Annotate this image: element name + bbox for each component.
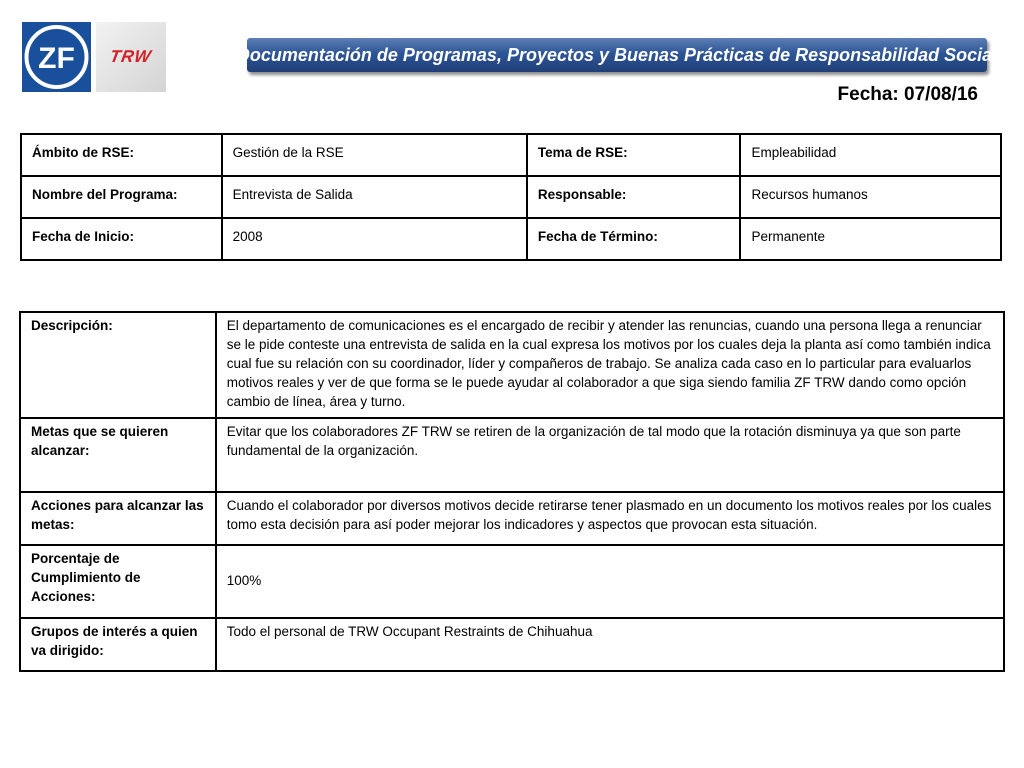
program-details-table — [19, 311, 1005, 672]
trw-logo-text: TRW — [108, 47, 154, 66]
zf-logo-graphic — [22, 22, 91, 92]
descripcion-value: El departamento de comunicaciones es el encargado de recibir y atender las renuncias, cuando una persona llega a renunciar se le pide conteste una entrevista de salida en la cual expresa los motivos por los cuales deja la planta así como también indica cual fue su relación con su coordinador, líder y compañeros de trabajo. Se analiza cada caso en lo particular para evaluarlos motivos reales y ver de que forma se le puede ayudar al colaborador a que siga siendo familia ZF TRW dando como opción cambio de línea, área y turno. — [216, 312, 1004, 418]
metas-value: Evitar que los colaboradores ZF TRW se retiren de la organización de tal modo que la rotación disminuya ya que son parte fundamental de la organización. — [216, 418, 1004, 492]
zf-logo-text: ZF — [38, 42, 75, 75]
ambito-value: Gestión de la RSE — [222, 134, 527, 176]
table-row — [21, 176, 1001, 218]
table-row — [20, 618, 1004, 671]
tema-label: Tema de RSE: — [527, 134, 741, 176]
grupos-value: Todo el personal de TRW Occupant Restraints de Chihuahua — [216, 618, 1004, 671]
table-row — [20, 492, 1004, 545]
ambito-label: Ámbito de RSE: — [21, 134, 222, 176]
table-row — [20, 545, 1004, 618]
program-info-table — [20, 133, 1002, 261]
acciones-value: Cuando el colaborador por diversos motivos decide retirarse tener plasmado en un documento los motivos reales por los cuales tomo esta decisión para así poder mejorar los indicadores y aspectos que provocan esta situación. — [216, 492, 1004, 545]
document-date: Fecha: 07/08/16 — [837, 84, 978, 105]
porcentaje-label: Porcentaje de Cumplimiento de Acciones: — [20, 545, 216, 618]
programa-value: Entrevista de Salida — [222, 176, 527, 218]
inicio-value: 2008 — [222, 218, 527, 260]
inicio-label: Fecha de Inicio: — [21, 218, 222, 260]
tema-value: Empleabilidad — [740, 134, 1001, 176]
metas-label: Metas que se quieren alcanzar: — [20, 418, 216, 492]
porcentaje-value: 100% — [216, 545, 1004, 618]
acciones-label: Acciones para alcanzar las metas: — [20, 492, 216, 545]
trw-logo — [96, 22, 166, 92]
table-row — [21, 134, 1001, 176]
table-row — [20, 312, 1004, 418]
page-title: Documentación de Programas, Proyectos y Buenas Prácticas de Responsabilidad Social — [236, 44, 998, 65]
termino-label: Fecha de Término: — [527, 218, 741, 260]
termino-value: Permanente — [740, 218, 1001, 260]
responsable-value: Recursos humanos — [740, 176, 1001, 218]
table-row — [21, 218, 1001, 260]
table-row — [20, 418, 1004, 492]
grupos-label: Grupos de interés a quien va dirigido: — [20, 618, 216, 671]
programa-label: Nombre del Programa: — [21, 176, 222, 218]
title-banner — [236, 38, 998, 72]
zf-logo — [22, 22, 91, 92]
responsable-label: Responsable: — [527, 176, 741, 218]
descripcion-label: Descripción: — [20, 312, 216, 418]
